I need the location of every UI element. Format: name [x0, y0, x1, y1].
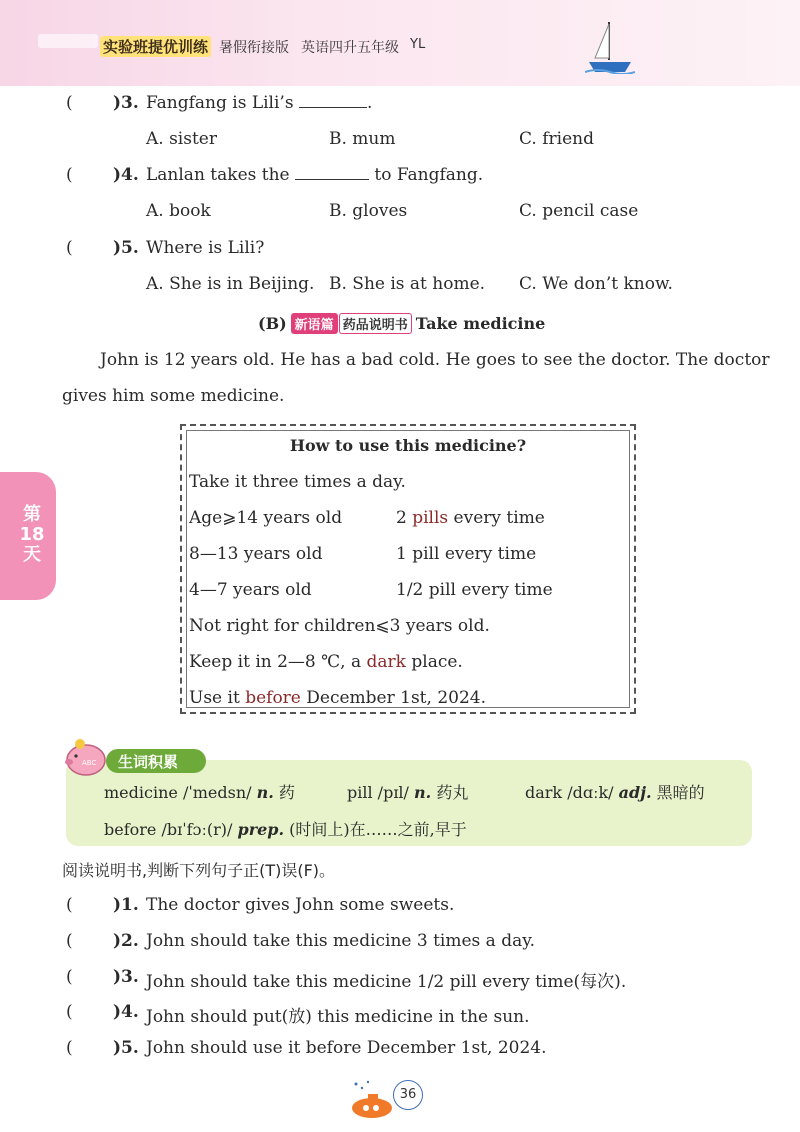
option-a: A. book [146, 201, 211, 221]
section-label: (B) [258, 314, 287, 333]
passage-line-1: John is 12 years old. He has a bad cold. He goes to see the doctor. The doctor [100, 350, 770, 370]
dosage-amount [396, 508, 545, 528]
book-edition: 暑假衔接版 [219, 40, 289, 56]
vocab-pos: n. [256, 783, 274, 802]
day-number: 18 [19, 524, 45, 545]
question-text: Where is Lili? [146, 238, 265, 258]
storage-text-end: place. [405, 652, 463, 672]
tf-question-text: John should take this medicine 1/2 pill every time(每次). [146, 972, 627, 992]
vocab-meaning: 药丸 [431, 783, 469, 802]
storage-instruction [189, 652, 463, 672]
answer-blank[interactable] [299, 107, 367, 108]
day-prefix: 第 [23, 504, 41, 525]
vocab-pos: adj. [618, 783, 652, 802]
option-b: B. She is at home. [329, 274, 486, 294]
day-side-tab-text [14, 505, 50, 565]
answer-paren: ( [66, 238, 73, 258]
tf-question-text: The doctor gives John some sweets. [146, 895, 455, 915]
expiry-text-end: December 1st, 2024. [300, 688, 486, 708]
dosage-amount: 1 pill every time [396, 544, 537, 564]
book-series-title: 实验班提优训练 [100, 36, 211, 57]
new-text-tag: 新语篇 [291, 313, 338, 334]
vocab-pos: n. [414, 783, 432, 802]
dose-highlight: pills [412, 508, 449, 528]
section-title: Take medicine [415, 314, 546, 333]
option-a: A. sister [146, 129, 217, 149]
sailboat-icon [585, 18, 635, 74]
dosage-age: 4—7 years old [189, 580, 312, 600]
dosage-frequency: Take it three times a day. [189, 472, 406, 492]
question-stem: Lanlan takes the [146, 165, 290, 185]
passage-line-2: gives him some medicine. [62, 386, 285, 406]
vocab-term: medicine /ˈmedsn/ [104, 783, 257, 802]
vocabulary-title: 生词积累 [118, 753, 179, 771]
vocab-word-pill [347, 780, 468, 803]
answer-paren: ( [66, 1038, 73, 1058]
option-b: B. mum [329, 129, 396, 149]
answer-paren: ( [66, 931, 73, 951]
svg-text:ABC: ABC [82, 759, 97, 767]
option-a: A. She is in Beijing. [146, 274, 315, 294]
dose-text-end: every time [448, 508, 545, 528]
answer-paren: ( [66, 967, 73, 987]
question-text [146, 93, 372, 113]
option-c: C. pencil case [519, 201, 639, 221]
expiry-highlight: before [245, 688, 301, 708]
age-warning: Not right for children⩽3 years old. [189, 616, 490, 636]
vocab-pos: prep. [237, 820, 285, 839]
question-number: )2. [113, 931, 139, 951]
page-number: 36 [393, 1080, 423, 1110]
vocab-term: before /bɪˈfɔː(r)/ [104, 820, 238, 839]
vocab-word-medicine [104, 780, 295, 803]
answer-paren: ( [66, 1002, 73, 1022]
question-number: )4. [113, 1002, 139, 1022]
question-number: )5. [113, 1038, 139, 1058]
question-number: )1. [113, 895, 139, 915]
storage-text: Keep it in 2—8 ℃, a [189, 652, 367, 672]
vocab-term: pill /pɪl/ [347, 783, 415, 802]
day-suffix: 天 [23, 544, 41, 565]
section-b-heading [258, 313, 545, 334]
text-type-tag: 药品说明书 [339, 313, 412, 334]
question-number: )3. [113, 93, 139, 113]
expiry-text: Use it [189, 688, 246, 708]
vocab-word-dark [525, 780, 705, 803]
tf-question-text: John should take this medicine 3 times a day. [146, 931, 535, 951]
book-code: YL [410, 37, 426, 52]
vocab-meaning: (时间上)在……之前,早于 [284, 820, 467, 839]
dose-text: 2 [396, 508, 413, 528]
option-c: C. friend [519, 129, 594, 149]
answer-paren: ( [66, 165, 73, 185]
header-decoration [38, 34, 98, 48]
answer-blank[interactable] [295, 179, 369, 180]
question-text [146, 165, 483, 185]
storage-highlight: dark [366, 652, 406, 672]
tf-question-text: John should put(放) this medicine in the sun. [146, 1007, 530, 1027]
question-number: )4. [113, 165, 139, 185]
question-number: )3. [113, 967, 139, 987]
book-subject: 英语四升五年级 [301, 40, 399, 56]
vocab-meaning: 药 [273, 783, 295, 802]
question-stem: Fangfang is Lili’s [146, 93, 294, 113]
piggy-bank-icon [62, 738, 108, 778]
vocab-term: dark /dɑːk/ [525, 783, 619, 802]
option-b: B. gloves [329, 201, 408, 221]
answer-paren: ( [66, 93, 73, 113]
dosage-age: Age⩾14 years old [189, 508, 343, 528]
dosage-amount: 1/2 pill every time [396, 580, 553, 600]
submarine-icon [346, 1078, 398, 1122]
vocab-meaning: 黑暗的 [651, 783, 705, 802]
tf-question-text: John should use it before December 1st, 2024. [146, 1038, 547, 1058]
question-stem-end: to Fangfang. [374, 165, 484, 185]
true-false-instruction: 阅读说明书,判断下列句子正(T)误(F)。 [62, 861, 336, 880]
question-number: )5. [113, 238, 139, 258]
expiry-date [189, 688, 486, 708]
vocab-word-before [104, 817, 467, 840]
question-stem-end: . [366, 93, 373, 113]
option-c: C. We don’t know. [519, 274, 673, 294]
medicine-box-title: How to use this medicine? [289, 436, 527, 455]
answer-paren: ( [66, 895, 73, 915]
dosage-age: 8—13 years old [189, 544, 323, 564]
